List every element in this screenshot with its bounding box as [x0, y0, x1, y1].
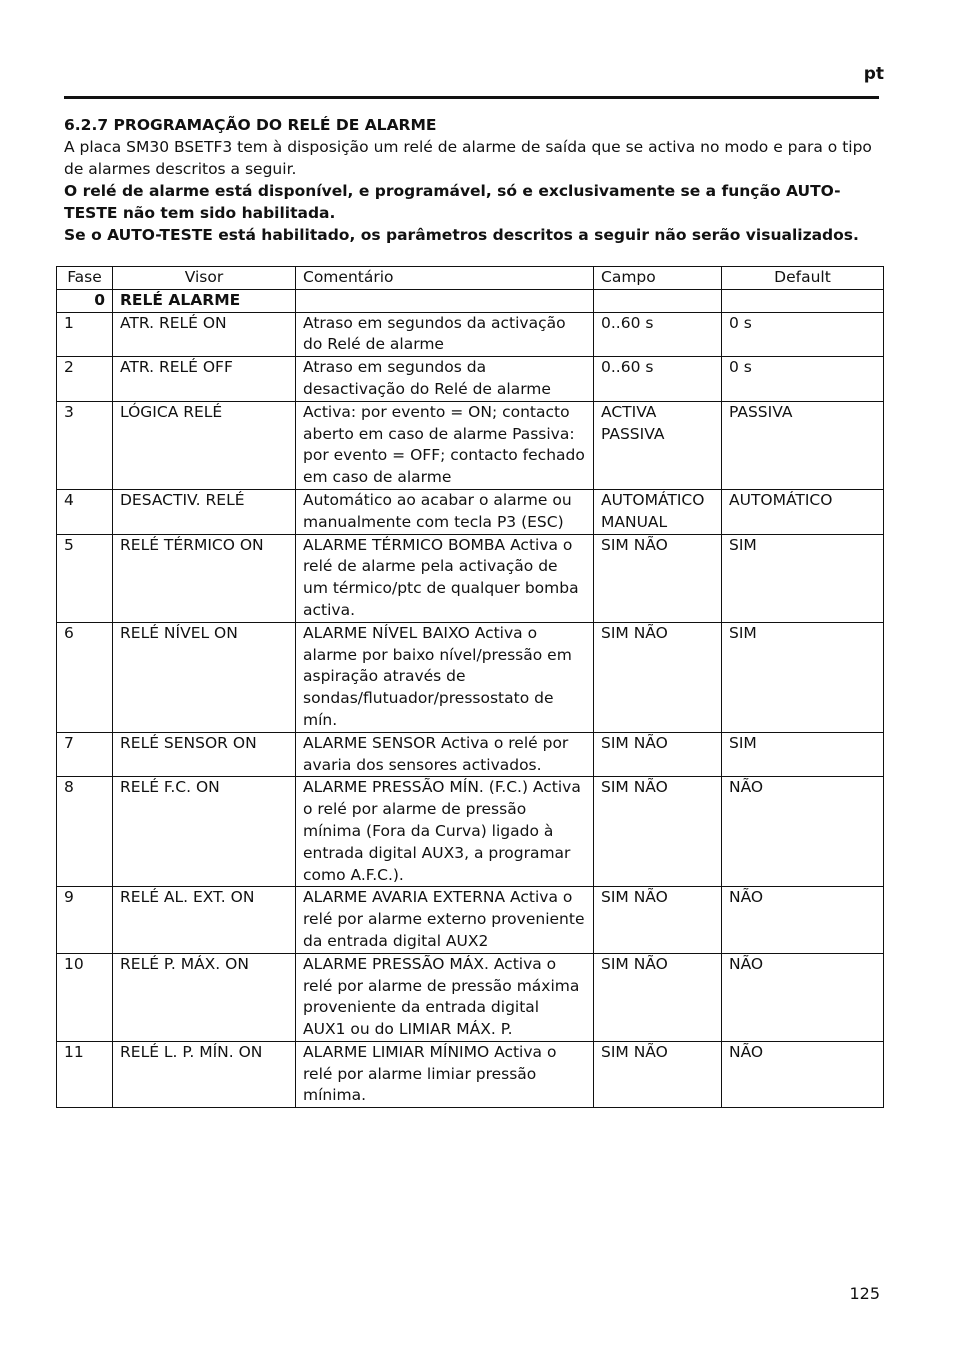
header-rule — [64, 96, 879, 99]
cell-comentario: ALARME LIMIAR MÍNIMO Activa o relé por alarme limiar pressão mínima. — [296, 1041, 594, 1107]
cell-default: 0 s — [722, 357, 884, 402]
cell-visor: RELÉ L. P. MÍN. ON — [113, 1041, 296, 1107]
table-row — [57, 953, 884, 1041]
cell-comentario — [296, 289, 594, 312]
table-header-row — [57, 267, 884, 290]
language-label: pt — [863, 64, 884, 84]
section-title: 6.2.7 PROGRAMAÇÃO DO RELÉ DE ALARME — [64, 116, 437, 134]
alarm-relay-table — [56, 266, 884, 1108]
cell-default: SIM — [722, 732, 884, 777]
auto-test-note: Se o AUTO-TESTE está habilitado, os parâmetros descritos a seguir não serão visualizados. — [64, 226, 859, 244]
cell-fase: 6 — [57, 622, 113, 732]
table-row — [57, 1041, 884, 1107]
cell-default: SIM — [722, 622, 884, 732]
cell-campo: SIM NÃO — [594, 622, 722, 732]
cell-default — [722, 289, 884, 312]
table-row — [57, 622, 884, 732]
header-campo: Campo — [594, 267, 722, 290]
cell-comentario: ALARME TÉRMICO BOMBA Activa o relé de alarme pela activação de um térmico/ptc de qualquer bomba activa. — [296, 534, 594, 622]
header-comentario: Comentário — [296, 267, 594, 290]
cell-comentario: ALARME PRESSÃO MÁX. Activa o relé por alarme de pressão máxima proveniente da entrada digital AUX1 ou do LIMIAR MÁX. P. — [296, 953, 594, 1041]
cell-visor: DESACTIV. RELÉ — [113, 489, 296, 534]
table-row — [57, 357, 884, 402]
header-default: Default — [722, 267, 884, 290]
cell-default: NÃO — [722, 777, 884, 887]
header-visor: Visor — [113, 267, 296, 290]
cell-fase: 3 — [57, 401, 113, 489]
cell-default: NÃO — [722, 1041, 884, 1107]
cell-comentario: Activa: por evento = ON; contacto aberto em caso de alarme Passiva: por evento = OFF; contacto fechado em caso de alarme — [296, 401, 594, 489]
cell-visor: RELÉ SENSOR ON — [113, 732, 296, 777]
cell-campo: 0..60 s — [594, 312, 722, 357]
cell-campo: SIM NÃO — [594, 953, 722, 1041]
availability-note: O relé de alarme está disponível, e programável, só e exclusivamente se a função AUTO-TESTE não tem sido habilitada. — [64, 182, 841, 222]
cell-visor: ATR. RELÉ OFF — [113, 357, 296, 402]
table-row — [57, 401, 884, 489]
cell-campo: SIM NÃO — [594, 732, 722, 777]
cell-fase: 2 — [57, 357, 113, 402]
cell-fase: 7 — [57, 732, 113, 777]
cell-default: AUTOMÁTICO — [722, 489, 884, 534]
cell-fase: 8 — [57, 777, 113, 887]
header-fase: Fase — [57, 267, 113, 290]
cell-comentario: ALARME PRESSÃO MÍN. (F.C.) Activa o relé por alarme de pressão mínima (Fora da Curva) ligado à entrada digital AUX3, a programar como A.F.C.). — [296, 777, 594, 887]
table-row — [57, 777, 884, 887]
cell-default: PASSIVA — [722, 401, 884, 489]
cell-fase: 4 — [57, 489, 113, 534]
cell-comentario: Automático ao acabar o alarme ou manualmente com tecla P3 (ESC) — [296, 489, 594, 534]
cell-fase: 0 — [57, 289, 113, 312]
cell-visor: RELÉ AL. EXT. ON — [113, 887, 296, 953]
cell-campo: AUTOMÁTICO MANUAL — [594, 489, 722, 534]
cell-visor: RELÉ TÉRMICO ON — [113, 534, 296, 622]
cell-visor: ATR. RELÉ ON — [113, 312, 296, 357]
cell-fase: 5 — [57, 534, 113, 622]
cell-campo: ACTIVA PASSIVA — [594, 401, 722, 489]
cell-comentario: ALARME NÍVEL BAIXO Activa o alarme por baixo nível/pressão em aspiração através de sondas/flutuador/pressostato de mín. — [296, 622, 594, 732]
cell-default: NÃO — [722, 887, 884, 953]
cell-fase: 11 — [57, 1041, 113, 1107]
cell-campo: SIM NÃO — [594, 1041, 722, 1107]
cell-visor: RELÉ NÍVEL ON — [113, 622, 296, 732]
cell-comentario: ALARME AVARIA EXTERNA Activa o relé por alarme externo proveniente da entrada digital AUX2 — [296, 887, 594, 953]
cell-visor: RELÉ P. MÁX. ON — [113, 953, 296, 1041]
table-row — [57, 534, 884, 622]
cell-visor: LÓGICA RELÉ — [113, 401, 296, 489]
cell-fase: 9 — [57, 887, 113, 953]
cell-default: NÃO — [722, 953, 884, 1041]
cell-campo — [594, 289, 722, 312]
page-number: 125 — [849, 1284, 880, 1303]
cell-visor: RELÉ ALARME — [113, 289, 296, 312]
cell-visor: RELÉ F.C. ON — [113, 777, 296, 887]
cell-default: SIM — [722, 534, 884, 622]
table-row — [57, 289, 884, 312]
table-row — [57, 887, 884, 953]
section-intro — [64, 114, 879, 246]
cell-comentario: Atraso em segundos da desactivação do Relé de alarme — [296, 357, 594, 402]
table-row — [57, 732, 884, 777]
cell-campo: SIM NÃO — [594, 887, 722, 953]
intro-paragraph: A placa SM30 BSETF3 tem à disposição um relé de alarme de saída que se activa no modo e para o tipo de alarmes descritos a seguir. — [64, 138, 872, 178]
table-row — [57, 312, 884, 357]
table-row — [57, 489, 884, 534]
cell-campo: SIM NÃO — [594, 534, 722, 622]
cell-campo: 0..60 s — [594, 357, 722, 402]
cell-comentario: Atraso em segundos da activação do Relé de alarme — [296, 312, 594, 357]
cell-comentario: ALARME SENSOR Activa o relé por avaria dos sensores activados. — [296, 732, 594, 777]
cell-fase: 1 — [57, 312, 113, 357]
cell-campo: SIM NÃO — [594, 777, 722, 887]
cell-fase: 10 — [57, 953, 113, 1041]
cell-default: 0 s — [722, 312, 884, 357]
